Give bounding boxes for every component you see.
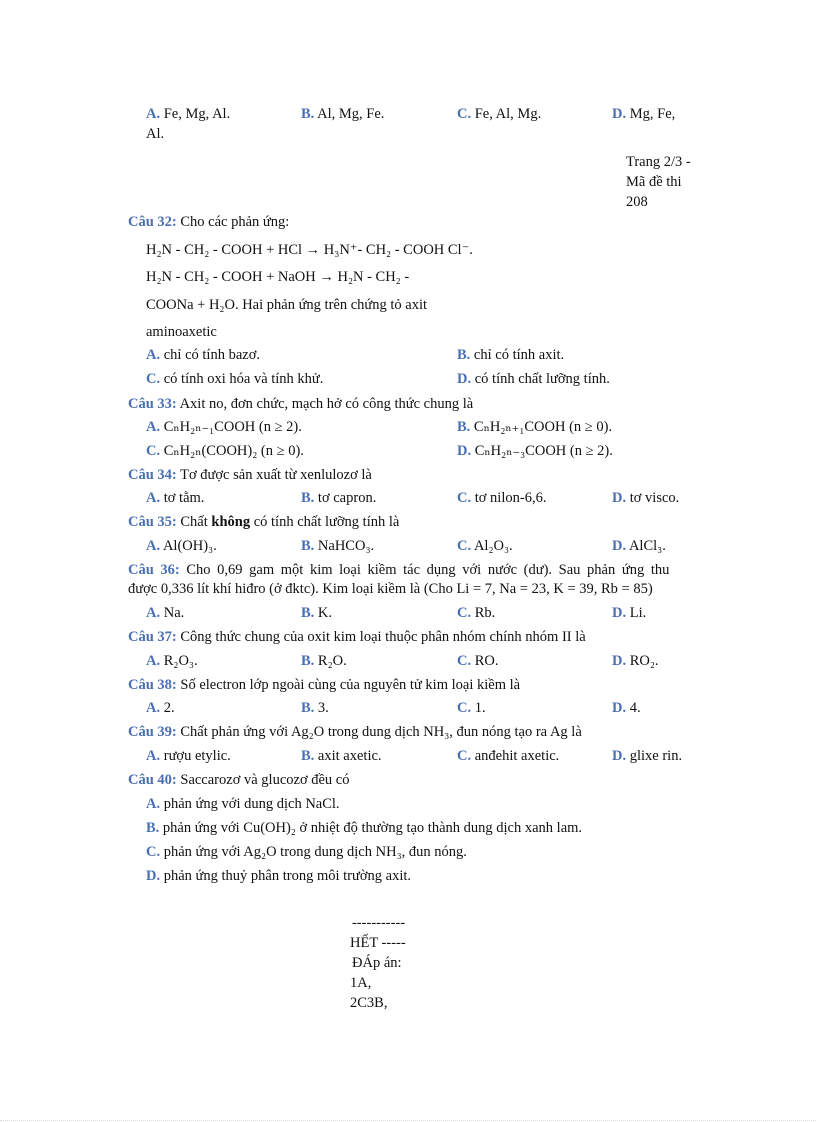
q36-option-a: A. Na. <box>146 605 185 621</box>
page-info <box>626 152 706 212</box>
q32-reaction-2-continued: COONa + H₂O. Hai phản ứng trên chứng tỏ axit <box>146 297 428 313</box>
q33-option-c: C. CₙH₂ₙ(COOH)₂ (n ≥ 0). <box>146 443 304 459</box>
q39-option-d: D. glixe rin. <box>612 748 683 764</box>
q36-stem-line-1: Câu 36: Cho 0,69 gam một kim loại kiềm tác dụng với nước (dư). Sau phản ứng thu <box>128 562 670 578</box>
q38-stem: Câu 38: Số electron lớp ngoài cùng của nguyên tử kim loại kiềm là <box>128 677 521 693</box>
q34-option-c: C. tơ nilon-6,6. <box>457 490 547 506</box>
q35-option-a: A. Al(OH)₃. <box>146 538 217 554</box>
q37-option-d: D. RO₂. <box>612 653 659 669</box>
q31-option-d-wrap: Al. <box>146 126 165 142</box>
q36-stem-line-2: được 0,336 lít khí hiđro (ở đktc). Kim loại kiềm là (Cho Li = 7, Na = 23, K = 39, Rb = 85) <box>128 581 653 597</box>
page-bottom-divider <box>0 1120 816 1121</box>
q40-stem: Câu 40: Saccarozơ và glucozơ đều có <box>128 772 350 788</box>
q38-option-c: C. 1. <box>457 700 486 716</box>
q35-option-b: B. NaHCO₃. <box>301 538 375 554</box>
q33-option-a: A. CₙH₂ₙ₋₁COOH (n ≥ 2). <box>146 419 302 435</box>
answer-key-title: ĐÁp án: <box>352 955 402 971</box>
q32-option-c: C. có tính oxi hóa và tính khử. <box>146 371 324 387</box>
q31-option-b: B. Al, Mg, Fe. <box>301 106 385 122</box>
page-info-line-1: Trang 2/3 - <box>626 154 691 170</box>
q34-stem: Câu 34: Tơ được sản xuất từ xenlulozơ là <box>128 467 372 483</box>
q35-stem: Câu 35: Chất không có tính chất lưỡng tính là <box>128 514 400 530</box>
q32-reaction-1: H₂N - CH₂ - COOH + HCl → H₃N⁺- CH₂ - COOH Cl⁻. <box>146 242 473 258</box>
q37-option-a: A. R₂O₃. <box>146 653 198 669</box>
q40-option-a: A. phản ứng với dung dịch NaCl. <box>146 796 340 812</box>
q31-option-a: A. Fe, Mg, Al. <box>146 106 231 122</box>
q39-option-b: B. axit axetic. <box>301 748 382 764</box>
q38-option-b: B. 3. <box>301 700 329 716</box>
q39-option-a: A. rượu etylic. <box>146 748 231 764</box>
q32-option-b: B. chỉ có tính axit. <box>457 347 565 363</box>
q40-option-b: B. phản ứng với Cu(OH)₂ ở nhiệt độ thường tạo thành dung dịch xanh lam. <box>146 820 583 836</box>
q32-reaction-2: H₂N - CH₂ - COOH + NaOH → H₂N - CH₂ - <box>146 269 410 285</box>
q37-stem: Câu 37: Công thức chung của oxit kim loại thuộc phân nhóm chính nhóm II là <box>128 629 586 645</box>
q31-option-c: C. Fe, Al, Mg. <box>457 106 542 122</box>
end-het: HẾT ----- <box>350 935 406 951</box>
q33-option-b: B. CₙH₂ₙ₊₁COOH (n ≥ 0). <box>457 419 613 435</box>
q36-option-b: B. K. <box>301 605 333 621</box>
q34-option-d: D. tơ visco. <box>612 490 680 506</box>
q40-option-d: D. phản ứng thuỷ phân trong môi trường axit. <box>146 868 412 884</box>
q32-option-a: A. chỉ có tính bazơ. <box>146 347 260 363</box>
answer-key-line-1: 1A, <box>350 975 372 991</box>
page-info-line-3: 208 <box>626 194 648 210</box>
end-dashes: ----------- <box>352 915 406 931</box>
q33-stem: Câu 33: Axit no, đơn chức, mạch hở có công thức chung là <box>128 396 474 412</box>
q34-option-b: B. tơ capron. <box>301 490 377 506</box>
q32-reaction-2-end: aminoaxetic <box>146 324 217 340</box>
q34-option-a: A. tơ tằm. <box>146 490 205 506</box>
q33-option-d: D. CₙH₂ₙ₋₃COOH (n ≥ 2). <box>457 443 613 459</box>
q31-option-d: D. Mg, Fe, <box>612 106 676 122</box>
q36-option-c: C. Rb. <box>457 605 496 621</box>
q40-option-c: C. phản ứng với Ag₂O trong dung dịch NH₃, đun nóng. <box>146 844 467 860</box>
q38-option-a: A. 2. <box>146 700 175 716</box>
q35-option-c: C. Al₂O₃. <box>457 538 513 554</box>
q32-stem: Câu 32: Cho các phản ứng: <box>128 214 290 230</box>
q39-stem: Câu 39: Chất phản ứng với Ag₂O trong dung dịch NH₃, đun nóng tạo ra Ag là <box>128 724 582 740</box>
q32-option-d: D. có tính chất lưỡng tính. <box>457 371 610 387</box>
q35-option-d: D. AlCl₃. <box>612 538 666 554</box>
page-info-line-2: Mã đề thi <box>626 174 682 190</box>
answer-key-line-2: 2C3B, <box>350 995 388 1011</box>
q37-option-c: C. RO. <box>457 653 499 669</box>
q38-option-d: D. 4. <box>612 700 641 716</box>
q39-option-c: C. anđehit axetic. <box>457 748 560 764</box>
q36-option-d: D. Li. <box>612 605 647 621</box>
q37-option-b: B. R₂O. <box>301 653 347 669</box>
